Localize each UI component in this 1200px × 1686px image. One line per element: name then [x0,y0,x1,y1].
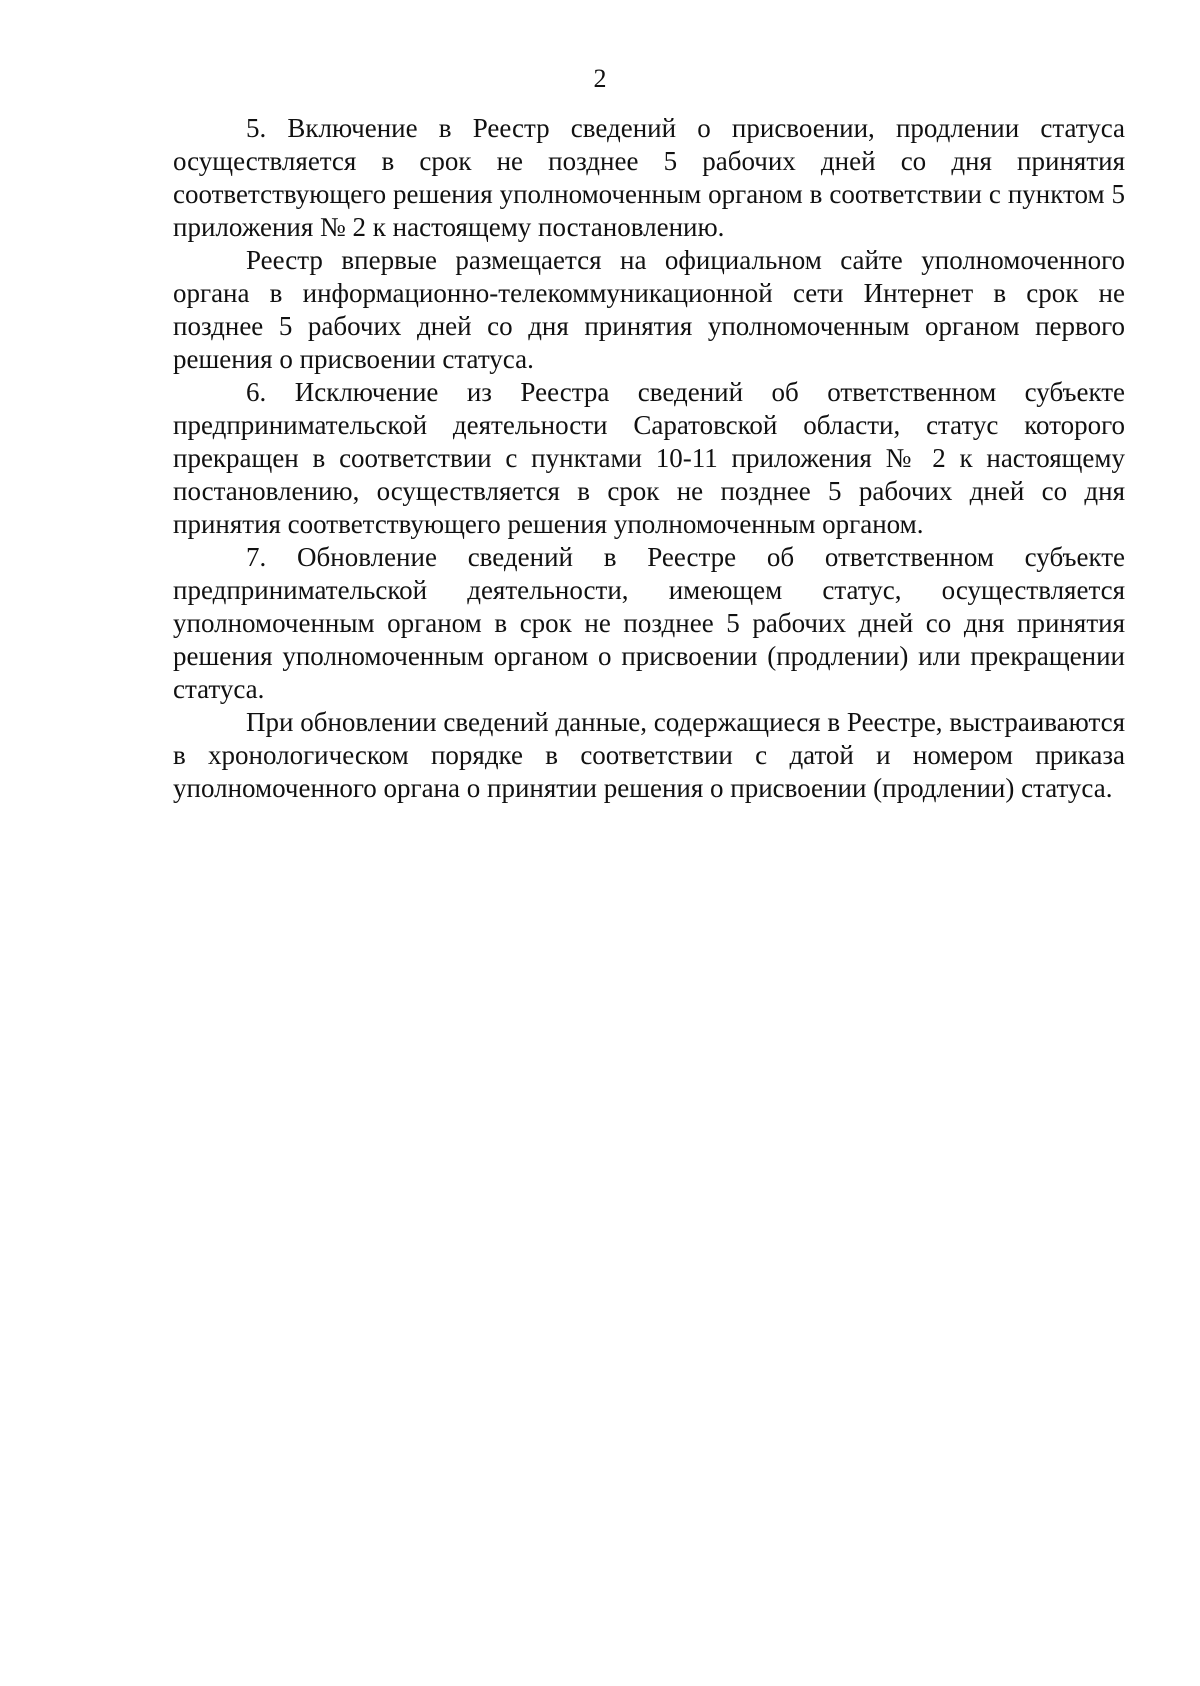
paragraph-update-order: При обновлении сведений данные, содержащиеся в Реестре, выстраиваются в хронологическом порядке в соответствии с датой и номером приказа уполномоченного органа о принятии решения о присвоении (продлении) статуса. [173,707,1125,803]
paragraph-registry-publication: Реестр впервые размещается на официальном сайте уполномоченного органа в информационно-телекоммуникационной сети Интернет в срок не позднее 5 рабочих дней со дня принятия уполномоченным органом первого решения о присвоении статуса. [173,245,1125,374]
page-number: 2 [593,64,607,93]
paragraph-5: 5. Включение в Реестр сведений о присвоении, продлении статуса осуществляется в срок не позднее 5 рабочих дней со дня принятия соответствующего решения уполномоченным органом в соответствии с пунктом 5 приложения № 2 к настоящему постановлению. [173,113,1125,242]
paragraph-7: 7. Обновление сведений в Реестре об ответственном субъекте предпринимательской деятельности, имеющем статус, осуществляется уполномоченным органом в срок не позднее 5 рабочих дней со дня принятия решения уполномоченным органом о присвоении (продлении) или прекращении статуса. [173,542,1125,704]
document-body [173,112,1125,805]
paragraph-6: 6. Исключение из Реестра сведений об ответственном субъекте предпринимательской деятельности Саратовской области, статус которого прекращен в соответствии с пунктами 10-11 приложения № 2 к настоящему постановлению, осуществляется в срок не позднее 5 рабочих дней со дня принятия соответствующего решения уполномоченным органом. [173,377,1125,539]
